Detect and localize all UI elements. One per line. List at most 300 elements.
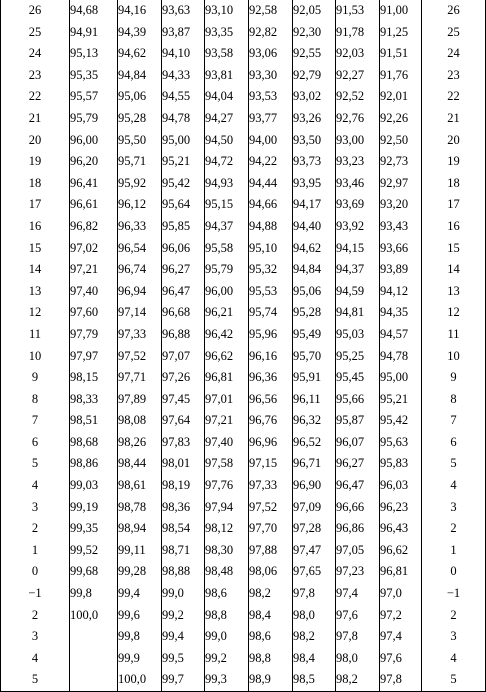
table-cell: 98,12	[205, 518, 249, 540]
table-row	[1, 43, 486, 65]
row-label-left: 5	[1, 453, 70, 475]
table-cell: 98,06	[249, 561, 293, 583]
table-cell: 96,20	[70, 151, 118, 173]
table-cell: 99,35	[70, 518, 118, 540]
row-label-left: −1	[1, 583, 70, 605]
table-cell: 97,0	[380, 583, 422, 605]
table-cell: 95,71	[118, 151, 162, 173]
table-row	[1, 453, 486, 475]
table-cell: 99,8	[118, 626, 162, 648]
table-cell: 93,20	[380, 194, 422, 216]
table-cell: 98,0	[336, 648, 380, 670]
table-cell	[70, 669, 118, 691]
table-cell: 98,36	[162, 497, 205, 519]
table-cell: 97,09	[293, 497, 336, 519]
table-cell: 95,91	[293, 367, 336, 389]
table-row	[1, 302, 486, 324]
table-cell: 97,70	[249, 518, 293, 540]
table-cell: 95,79	[70, 108, 118, 130]
row-label-right: 6	[422, 432, 486, 454]
table-cell: 97,52	[249, 497, 293, 519]
table-cell: 96,27	[336, 453, 380, 475]
table-cell: 97,89	[118, 389, 162, 411]
table-cell: 92,03	[336, 43, 380, 65]
table-cell: 98,9	[249, 669, 293, 691]
table-cell: 92,01	[380, 86, 422, 108]
table-cell: 99,4	[162, 626, 205, 648]
table-row	[1, 173, 486, 195]
table-cell: 93,66	[380, 238, 422, 260]
table-cell: 97,26	[162, 367, 205, 389]
table-cell: 94,91	[70, 22, 118, 44]
table-cell: 99,11	[118, 540, 162, 562]
table-cell: 96,33	[118, 216, 162, 238]
row-label-left: 22	[1, 86, 70, 108]
table-cell: 97,8	[380, 669, 422, 691]
row-label-left: 8	[1, 389, 70, 411]
table-cell: 97,28	[293, 518, 336, 540]
row-label-right: 18	[422, 173, 486, 195]
table-row	[1, 540, 486, 562]
table-cell: 95,70	[293, 346, 336, 368]
table-cell: 93,02	[293, 86, 336, 108]
table-cell: 95,28	[118, 108, 162, 130]
table-cell: 96,16	[249, 346, 293, 368]
row-label-left: 23	[1, 65, 70, 87]
row-label-right: 26	[422, 0, 486, 22]
table-cell: 97,8	[293, 583, 336, 605]
table-cell: 96,07	[336, 432, 380, 454]
table-row	[1, 410, 486, 432]
table-cell: 96,68	[162, 302, 205, 324]
row-label-right: 3	[422, 497, 486, 519]
table-cell: 95,49	[293, 324, 336, 346]
table-cell: 97,71	[118, 367, 162, 389]
row-label-right: 20	[422, 130, 486, 152]
table-cell: 93,00	[336, 130, 380, 152]
table-cell: 97,15	[249, 453, 293, 475]
table-cell: 94,78	[380, 346, 422, 368]
table-cell: 97,45	[162, 389, 205, 411]
table-cell: 97,05	[336, 540, 380, 562]
table-cell: 96,71	[293, 453, 336, 475]
table-cell: 97,4	[380, 626, 422, 648]
row-label-right: 13	[422, 281, 486, 303]
table-cell: 94,10	[162, 43, 205, 65]
row-label-right: 2	[422, 518, 486, 540]
table-row	[1, 22, 486, 44]
table-cell: 92,97	[380, 173, 422, 195]
table-cell: 98,51	[70, 410, 118, 432]
table-cell: 96,86	[336, 518, 380, 540]
table-cell: 97,83	[162, 432, 205, 454]
table-cell: 94,55	[162, 86, 205, 108]
table-cell: 96,96	[249, 432, 293, 454]
table-row	[1, 65, 486, 87]
table-cell: 94,81	[336, 302, 380, 324]
table-cell: 92,76	[336, 108, 380, 130]
table-cell: 96,41	[70, 173, 118, 195]
table-cell: 95,85	[162, 216, 205, 238]
table-row	[1, 605, 486, 627]
table-cell: 98,4	[293, 648, 336, 670]
row-label-right: 0	[422, 561, 486, 583]
table-cell: 99,9	[118, 648, 162, 670]
table-cell: 93,63	[162, 0, 205, 22]
row-label-left: 3	[1, 626, 70, 648]
table-cell: 97,6	[336, 605, 380, 627]
table-cell: 91,51	[380, 43, 422, 65]
table-cell: 96,32	[293, 410, 336, 432]
row-label-left: 4	[1, 475, 70, 497]
table-cell: 96,11	[293, 389, 336, 411]
table-cell: 97,21	[70, 259, 118, 281]
table-cell: 91,78	[336, 22, 380, 44]
row-label-left: 3	[1, 497, 70, 519]
table-cell: 96,03	[380, 475, 422, 497]
table-row	[1, 346, 486, 368]
table-cell: 92,30	[293, 22, 336, 44]
table-row	[1, 648, 486, 670]
table-row	[1, 0, 486, 22]
table-cell: 97,6	[380, 648, 422, 670]
table-cell: 99,68	[70, 561, 118, 583]
row-label-left: 21	[1, 108, 70, 130]
row-label-left: 11	[1, 324, 70, 346]
table-cell: 97,21	[205, 410, 249, 432]
table-cell: 95,66	[336, 389, 380, 411]
table-cell: 98,44	[118, 453, 162, 475]
row-label-right: 3	[422, 626, 486, 648]
row-label-right: 8	[422, 389, 486, 411]
row-label-right: 4	[422, 648, 486, 670]
table-cell: 97,33	[249, 475, 293, 497]
row-label-right: 11	[422, 324, 486, 346]
table-body	[1, 0, 486, 692]
table-cell: 97,88	[249, 540, 293, 562]
row-label-right: 9	[422, 367, 486, 389]
table-cell: 95,00	[380, 367, 422, 389]
table-cell: 95,74	[249, 302, 293, 324]
row-label-left: 10	[1, 346, 70, 368]
table-cell: 91,00	[380, 0, 422, 22]
table-cell: 98,30	[205, 540, 249, 562]
table-cell: 95,64	[162, 194, 205, 216]
table-cell: 100,0	[118, 669, 162, 691]
table-cell: 98,33	[70, 389, 118, 411]
table-cell: 96,82	[70, 216, 118, 238]
row-label-left: 6	[1, 432, 70, 454]
table-cell: 93,46	[336, 173, 380, 195]
row-label-left: 13	[1, 281, 70, 303]
table-cell: 94,62	[118, 43, 162, 65]
table-cell: 93,73	[293, 151, 336, 173]
table-cell: 97,64	[162, 410, 205, 432]
table-cell: 96,27	[162, 259, 205, 281]
table-cell: 93,06	[249, 43, 293, 65]
table-row	[1, 626, 486, 648]
table-cell: 96,23	[380, 497, 422, 519]
table-cell: 95,28	[293, 302, 336, 324]
table-cell: 98,61	[118, 475, 162, 497]
table-cell: 94,62	[293, 238, 336, 260]
table-cell: 98,2	[336, 669, 380, 691]
table-cell: 98,2	[249, 583, 293, 605]
table-cell: 99,2	[162, 605, 205, 627]
row-label-left: 5	[1, 669, 70, 691]
row-label-right: 1	[422, 540, 486, 562]
row-label-left: 24	[1, 43, 70, 65]
table-cell: 97,47	[293, 540, 336, 562]
row-label-left: 7	[1, 410, 70, 432]
table-cell: 93,26	[293, 108, 336, 130]
table-cell: 92,26	[380, 108, 422, 130]
row-label-left: 0	[1, 561, 70, 583]
table-cell: 97,65	[293, 561, 336, 583]
table-cell: 97,58	[205, 453, 249, 475]
table-cell: 94,44	[249, 173, 293, 195]
table-cell: 95,35	[70, 65, 118, 87]
table-cell: 92,58	[249, 0, 293, 22]
table-cell: 95,21	[162, 151, 205, 173]
table-cell: 94,57	[380, 324, 422, 346]
table-cell: 91,25	[380, 22, 422, 44]
table-cell: 94,59	[336, 281, 380, 303]
table-cell: 95,00	[162, 130, 205, 152]
table-cell: 93,30	[249, 65, 293, 87]
table-cell: 93,53	[249, 86, 293, 108]
table-cell: 97,14	[118, 302, 162, 324]
table-cell: 96,94	[118, 281, 162, 303]
table-cell: 93,87	[162, 22, 205, 44]
table-cell: 96,81	[380, 561, 422, 583]
table-cell: 93,50	[293, 130, 336, 152]
table-cell: 95,63	[380, 432, 422, 454]
row-label-right: 4	[422, 475, 486, 497]
row-label-right: 23	[422, 65, 486, 87]
row-label-left: 4	[1, 648, 70, 670]
table-cell: 96,54	[118, 238, 162, 260]
table-cell: 97,60	[70, 302, 118, 324]
table-row	[1, 475, 486, 497]
table-cell: 95,87	[336, 410, 380, 432]
table-cell: 93,69	[336, 194, 380, 216]
table-cell: 94,35	[380, 302, 422, 324]
table-row	[1, 86, 486, 108]
table-cell: 100,0	[70, 605, 118, 627]
table-cell: 94,93	[205, 173, 249, 195]
table-cell: 92,27	[336, 65, 380, 87]
table-cell: 98,5	[293, 669, 336, 691]
table-cell: 92,55	[293, 43, 336, 65]
table-cell: 96,56	[249, 389, 293, 411]
table-cell: 92,82	[249, 22, 293, 44]
table-cell: 95,96	[249, 324, 293, 346]
row-label-left: 26	[1, 0, 70, 22]
table-cell: 98,94	[118, 518, 162, 540]
table-cell	[70, 648, 118, 670]
row-label-right: 16	[422, 216, 486, 238]
table-cell: 96,76	[249, 410, 293, 432]
table-cell: 94,66	[249, 194, 293, 216]
table-cell: 96,43	[380, 518, 422, 540]
row-label-right: 25	[422, 22, 486, 44]
table-cell: 99,2	[205, 648, 249, 670]
table-cell: 92,52	[336, 86, 380, 108]
table-cell: 94,39	[118, 22, 162, 44]
table-cell: 95,13	[70, 43, 118, 65]
table-cell: 94,84	[293, 259, 336, 281]
table-cell: 95,32	[249, 259, 293, 281]
table-row	[1, 281, 486, 303]
table-cell: 98,54	[162, 518, 205, 540]
table-cell: 94,88	[249, 216, 293, 238]
row-label-right: 19	[422, 151, 486, 173]
table-cell: 99,8	[70, 583, 118, 605]
table-row	[1, 324, 486, 346]
table-row	[1, 432, 486, 454]
table-cell: 93,58	[205, 43, 249, 65]
table-cell: 94,37	[336, 259, 380, 281]
table-cell: 97,40	[205, 432, 249, 454]
table-cell: 94,68	[70, 0, 118, 22]
table-cell: 97,94	[205, 497, 249, 519]
table-cell: 95,57	[70, 86, 118, 108]
row-label-left: 1	[1, 540, 70, 562]
row-label-left: 20	[1, 130, 70, 152]
table-cell: 97,4	[336, 583, 380, 605]
table-cell: 99,3	[205, 669, 249, 691]
table-cell: 93,89	[380, 259, 422, 281]
table-cell: 99,19	[70, 497, 118, 519]
table-cell: 98,48	[205, 561, 249, 583]
table-cell: 95,10	[249, 238, 293, 260]
table-cell: 96,61	[70, 194, 118, 216]
row-label-right: 22	[422, 86, 486, 108]
table-cell: 99,6	[118, 605, 162, 627]
table-cell: 96,66	[336, 497, 380, 519]
table-cell: 96,06	[162, 238, 205, 260]
row-label-left: 18	[1, 173, 70, 195]
table-cell: 93,35	[205, 22, 249, 44]
row-label-right: 15	[422, 238, 486, 260]
table-cell: 94,16	[118, 0, 162, 22]
table-cell: 94,04	[205, 86, 249, 108]
table-row	[1, 216, 486, 238]
table-cell: 94,40	[293, 216, 336, 238]
table-cell: 98,4	[249, 605, 293, 627]
row-label-right: 14	[422, 259, 486, 281]
table-cell: 98,6	[249, 626, 293, 648]
table-cell: 95,42	[162, 173, 205, 195]
row-label-right: 21	[422, 108, 486, 130]
table-cell: 99,52	[70, 540, 118, 562]
table-cell: 99,0	[162, 583, 205, 605]
table-cell: 96,90	[293, 475, 336, 497]
table-cell: 93,10	[205, 0, 249, 22]
table-cell: 98,15	[70, 367, 118, 389]
table-cell: 95,45	[336, 367, 380, 389]
table-cell: 97,8	[336, 626, 380, 648]
table-cell: 96,21	[205, 302, 249, 324]
table-cell: 96,62	[380, 540, 422, 562]
table-cell: 91,76	[380, 65, 422, 87]
table-cell: 98,6	[205, 583, 249, 605]
row-label-right: 5	[422, 453, 486, 475]
table-cell: 93,77	[249, 108, 293, 130]
table-row	[1, 497, 486, 519]
row-label-left: 14	[1, 259, 70, 281]
table-cell: 96,81	[205, 367, 249, 389]
table-cell: 98,26	[118, 432, 162, 454]
table-cell: 96,00	[70, 130, 118, 152]
table-cell: 93,95	[293, 173, 336, 195]
table-cell	[70, 626, 118, 648]
table-cell: 97,02	[70, 238, 118, 260]
table-cell: 93,23	[336, 151, 380, 173]
table-cell: 99,7	[162, 669, 205, 691]
table-cell: 97,40	[70, 281, 118, 303]
table-cell: 99,4	[118, 583, 162, 605]
table-cell: 98,19	[162, 475, 205, 497]
table-cell: 94,72	[205, 151, 249, 173]
row-label-left: 9	[1, 367, 70, 389]
table-cell: 94,00	[249, 130, 293, 152]
row-label-right: 10	[422, 346, 486, 368]
row-label-right: 7	[422, 410, 486, 432]
table-cell: 95,21	[380, 389, 422, 411]
table-cell: 97,2	[380, 605, 422, 627]
table-cell: 93,43	[380, 216, 422, 238]
table-cell: 96,52	[293, 432, 336, 454]
table-cell: 96,42	[205, 324, 249, 346]
table-cell: 95,06	[118, 86, 162, 108]
table-cell: 97,76	[205, 475, 249, 497]
table-cell: 95,53	[249, 281, 293, 303]
table-row	[1, 238, 486, 260]
table-cell: 97,07	[162, 346, 205, 368]
table-cell: 98,8	[205, 605, 249, 627]
table-cell: 98,08	[118, 410, 162, 432]
row-label-left: 25	[1, 22, 70, 44]
row-label-left: 2	[1, 605, 70, 627]
table-row	[1, 367, 486, 389]
table-row	[1, 583, 486, 605]
table-row	[1, 669, 486, 691]
table-cell: 98,78	[118, 497, 162, 519]
table-cell: 94,12	[380, 281, 422, 303]
table-cell: 98,2	[293, 626, 336, 648]
table-cell: 97,23	[336, 561, 380, 583]
row-label-right: 2	[422, 605, 486, 627]
table-cell: 95,79	[205, 259, 249, 281]
table-row	[1, 108, 486, 130]
row-label-left: 12	[1, 302, 70, 324]
row-label-left: 2	[1, 518, 70, 540]
table-cell: 94,50	[205, 130, 249, 152]
table-cell: 96,74	[118, 259, 162, 281]
table-cell: 94,78	[162, 108, 205, 130]
table-cell: 99,28	[118, 561, 162, 583]
table-cell: 98,68	[70, 432, 118, 454]
row-label-left: 16	[1, 216, 70, 238]
table-cell: 91,53	[336, 0, 380, 22]
table-row	[1, 518, 486, 540]
table-row	[1, 151, 486, 173]
table-cell: 97,52	[118, 346, 162, 368]
row-label-right: 5	[422, 669, 486, 691]
table-cell: 96,47	[162, 281, 205, 303]
